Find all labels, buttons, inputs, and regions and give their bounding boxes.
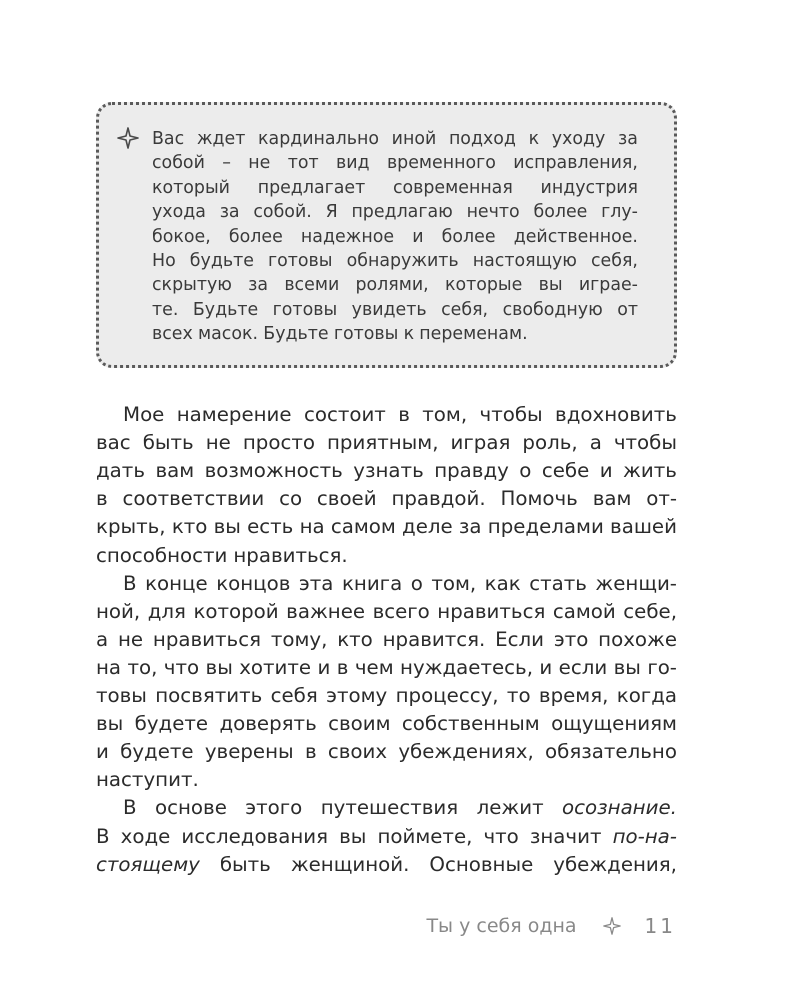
word: вы — [339, 824, 367, 848]
word: и — [599, 459, 613, 483]
word: со — [279, 487, 303, 511]
word: себя, — [590, 251, 638, 271]
four-point-star-icon — [603, 917, 621, 935]
word: вашей — [610, 515, 677, 539]
word: вид — [336, 153, 370, 174]
word: надежное — [300, 226, 395, 247]
word: этого — [245, 796, 303, 820]
word: вы — [213, 515, 241, 539]
word: книга — [341, 571, 403, 595]
word: бокое, — [152, 226, 211, 247]
word: стать — [529, 571, 587, 595]
word: ощущениям — [551, 712, 677, 736]
paragraph-line — [96, 654, 677, 682]
word: своим — [328, 712, 391, 736]
word: не — [248, 153, 271, 174]
word: от- — [646, 487, 677, 511]
word: В — [123, 796, 137, 820]
word: исследования — [181, 824, 329, 848]
word: поймете, — [377, 824, 473, 848]
word: кто — [171, 515, 208, 539]
word: как — [484, 571, 521, 595]
word: нравиться — [437, 599, 546, 623]
word: более — [533, 202, 588, 223]
word: своей — [316, 487, 377, 511]
word: ролями, — [355, 275, 429, 296]
paragraph-line — [96, 626, 677, 654]
word: уверены — [204, 740, 294, 764]
word: те. — [152, 299, 179, 320]
word: чтобы — [479, 403, 543, 426]
word: вы — [613, 655, 641, 679]
word: за — [458, 515, 482, 539]
word: для — [147, 599, 186, 623]
word: нуждаетесь, — [400, 655, 533, 679]
word: наступит. — [96, 768, 199, 792]
word: товы — [96, 684, 147, 707]
word: время, — [538, 684, 609, 707]
word: свободную — [502, 299, 603, 320]
word: которой — [193, 599, 279, 623]
word: Помочь — [500, 487, 578, 511]
word: уходу — [551, 129, 606, 149]
word: всего — [372, 599, 430, 623]
word: правду — [434, 459, 509, 483]
word: то, — [127, 655, 158, 679]
word: просто — [242, 431, 315, 455]
running-footer — [426, 912, 676, 940]
word: то — [506, 684, 531, 707]
word: ухода — [152, 202, 206, 223]
callout-line — [152, 225, 638, 249]
word: к — [528, 129, 540, 149]
word: значит — [529, 824, 602, 848]
word: обязательно — [545, 740, 677, 764]
word: предлагает — [257, 177, 366, 198]
word: вам — [592, 487, 632, 511]
word: намерение — [176, 403, 292, 426]
word: а — [589, 431, 602, 455]
word: роль, — [522, 431, 578, 455]
word: быть — [219, 852, 271, 876]
word: похоже — [598, 627, 677, 651]
word: вам — [155, 459, 195, 483]
word: узнать — [353, 459, 424, 483]
word: крыть, — [96, 515, 166, 539]
word: всех — [152, 324, 193, 345]
paragraph-line — [96, 823, 677, 851]
word: в — [398, 403, 410, 426]
word: способности — [96, 543, 228, 567]
paragraph-line — [96, 682, 677, 710]
paragraph-line — [96, 710, 677, 738]
word: будете — [120, 740, 194, 764]
word: жить — [623, 459, 677, 483]
word: что — [483, 824, 519, 848]
word: Я — [325, 202, 338, 223]
word: исправления, — [513, 153, 638, 174]
callout-line — [152, 200, 638, 224]
word: деле — [402, 515, 453, 539]
word: в — [96, 487, 108, 511]
word: том, — [431, 571, 477, 595]
word: себе — [541, 459, 590, 483]
paragraph-line — [96, 485, 677, 513]
callout-line — [152, 151, 638, 175]
word: нравиться. — [233, 543, 348, 567]
word: чем — [354, 655, 394, 679]
word: который — [152, 177, 230, 198]
word: дать — [96, 459, 145, 483]
word: о — [410, 571, 423, 595]
paragraph-line — [96, 513, 677, 541]
word: В — [123, 571, 137, 595]
word: не — [117, 627, 144, 651]
word: за — [219, 202, 240, 223]
word: готовы — [268, 251, 333, 271]
word: – — [222, 153, 231, 174]
word: тот — [287, 153, 319, 174]
callout-line — [152, 273, 638, 297]
word: вы — [205, 655, 233, 679]
word: го- — [647, 655, 677, 679]
word: Будьте — [263, 324, 329, 345]
word: осознание. — [562, 796, 677, 820]
word: вдохновить — [555, 403, 677, 426]
word: своих — [327, 740, 388, 764]
word: конце — [145, 571, 208, 595]
word: эта — [298, 571, 334, 595]
word: важнее — [286, 599, 366, 623]
word: правдой. — [391, 487, 486, 511]
paragraph-line — [96, 598, 677, 626]
word: в — [304, 740, 317, 764]
word: есть — [247, 515, 294, 539]
paragraph-line — [96, 766, 677, 794]
callout-line — [152, 249, 638, 273]
word: будете — [134, 712, 209, 736]
word: если — [558, 655, 608, 679]
word: масок. — [198, 324, 259, 345]
word: себе, — [623, 599, 677, 623]
word: к — [403, 324, 415, 345]
word: тому, — [270, 627, 328, 651]
word: собственным — [401, 712, 540, 736]
word: в — [336, 655, 349, 679]
word: подход — [448, 129, 516, 149]
word: а — [96, 627, 109, 651]
word: кто — [337, 627, 373, 651]
word: играе- — [578, 275, 638, 296]
word: глу- — [601, 202, 638, 223]
paragraph-line — [96, 542, 677, 570]
word: будьте — [189, 251, 254, 271]
word: переменам. — [419, 324, 528, 345]
word: иной — [391, 129, 437, 149]
word: и — [96, 740, 109, 764]
word: более — [441, 226, 496, 247]
word: Мое — [123, 403, 165, 426]
word: по-на- — [612, 824, 677, 848]
word: кардинально — [258, 129, 379, 149]
word: за — [248, 275, 269, 296]
word: себя — [270, 684, 318, 707]
paragraph-line — [123, 794, 677, 822]
paragraph-line — [123, 570, 677, 598]
word: путешествия — [320, 796, 459, 820]
word: о — [519, 459, 532, 483]
word: индустрия — [540, 177, 638, 198]
word: на — [299, 515, 325, 539]
word: приятным, — [326, 431, 439, 455]
word: действенное. — [513, 226, 638, 247]
word: основе — [155, 796, 227, 820]
word: пределами — [487, 515, 604, 539]
word: самом — [330, 515, 396, 539]
word: увидеть — [351, 299, 427, 320]
word: нравиться — [152, 627, 261, 651]
word: Основные — [429, 852, 534, 876]
word: когда — [616, 684, 677, 707]
word: том, — [422, 403, 468, 426]
word: этому — [326, 684, 388, 707]
paragraph-line — [96, 429, 677, 457]
word: обнаружить — [346, 251, 459, 271]
word: вы — [538, 275, 563, 296]
word: вы — [96, 712, 124, 736]
word: состоит — [303, 403, 386, 426]
word: ной, — [96, 599, 141, 623]
word: и — [412, 226, 424, 247]
word: чтобы — [613, 431, 677, 455]
word: собой. — [253, 202, 312, 223]
word: от — [617, 299, 638, 320]
word: самой — [552, 599, 616, 623]
word: процессу, — [395, 684, 499, 707]
footer-book-title: Ты у себя одна — [426, 915, 577, 937]
word: посвятить — [155, 684, 263, 707]
word: предлагаю — [351, 202, 453, 223]
word: на — [96, 655, 122, 679]
word: нечто — [466, 202, 520, 223]
word: стоящему — [96, 852, 200, 876]
callout-line — [152, 298, 638, 322]
word: более — [228, 226, 283, 247]
word: Если — [495, 627, 545, 651]
paragraph-line — [96, 738, 677, 766]
word: готовы — [272, 299, 338, 320]
paragraph-line — [96, 851, 677, 879]
word: нравится. — [382, 627, 486, 651]
callout-line — [152, 176, 638, 200]
word: женщиной. — [290, 852, 410, 876]
paragraph-line — [123, 401, 677, 429]
word: лежит — [476, 796, 544, 820]
word: и — [539, 655, 553, 679]
word: всеми — [284, 275, 340, 296]
word: вас — [96, 431, 131, 455]
word: готовы — [333, 324, 399, 345]
word: и — [317, 655, 331, 679]
word: собой — [152, 153, 205, 174]
word: убеждениях, — [398, 740, 534, 764]
word: это — [553, 627, 589, 651]
word: что — [163, 655, 200, 679]
word: современная — [392, 177, 513, 198]
page-number: 11 — [644, 914, 676, 938]
word: настоящую — [472, 251, 577, 271]
word: временного — [386, 153, 496, 174]
word: концов — [216, 571, 291, 595]
callout-line — [152, 127, 638, 151]
word: Но — [152, 251, 176, 271]
word: быть — [142, 431, 194, 455]
word: возможность — [204, 459, 343, 483]
word: скрытую — [152, 275, 232, 296]
word: убеждения, — [553, 852, 677, 876]
word: В — [96, 824, 110, 848]
word: соответствии — [122, 487, 265, 511]
word: хотите — [239, 655, 312, 679]
word: Вас — [152, 129, 185, 149]
callout-line — [152, 322, 638, 346]
word: Будьте — [192, 299, 259, 320]
word: доверять — [219, 712, 317, 736]
word: женщи- — [595, 571, 677, 595]
four-point-star-icon — [117, 127, 139, 149]
word: которые — [444, 275, 523, 296]
word: за — [618, 129, 638, 149]
word: себя, — [441, 299, 489, 320]
word: играя — [450, 431, 511, 455]
word: ходе — [120, 824, 171, 848]
word: не — [205, 431, 231, 455]
word: ждет — [196, 129, 246, 149]
paragraph-line — [96, 457, 677, 485]
